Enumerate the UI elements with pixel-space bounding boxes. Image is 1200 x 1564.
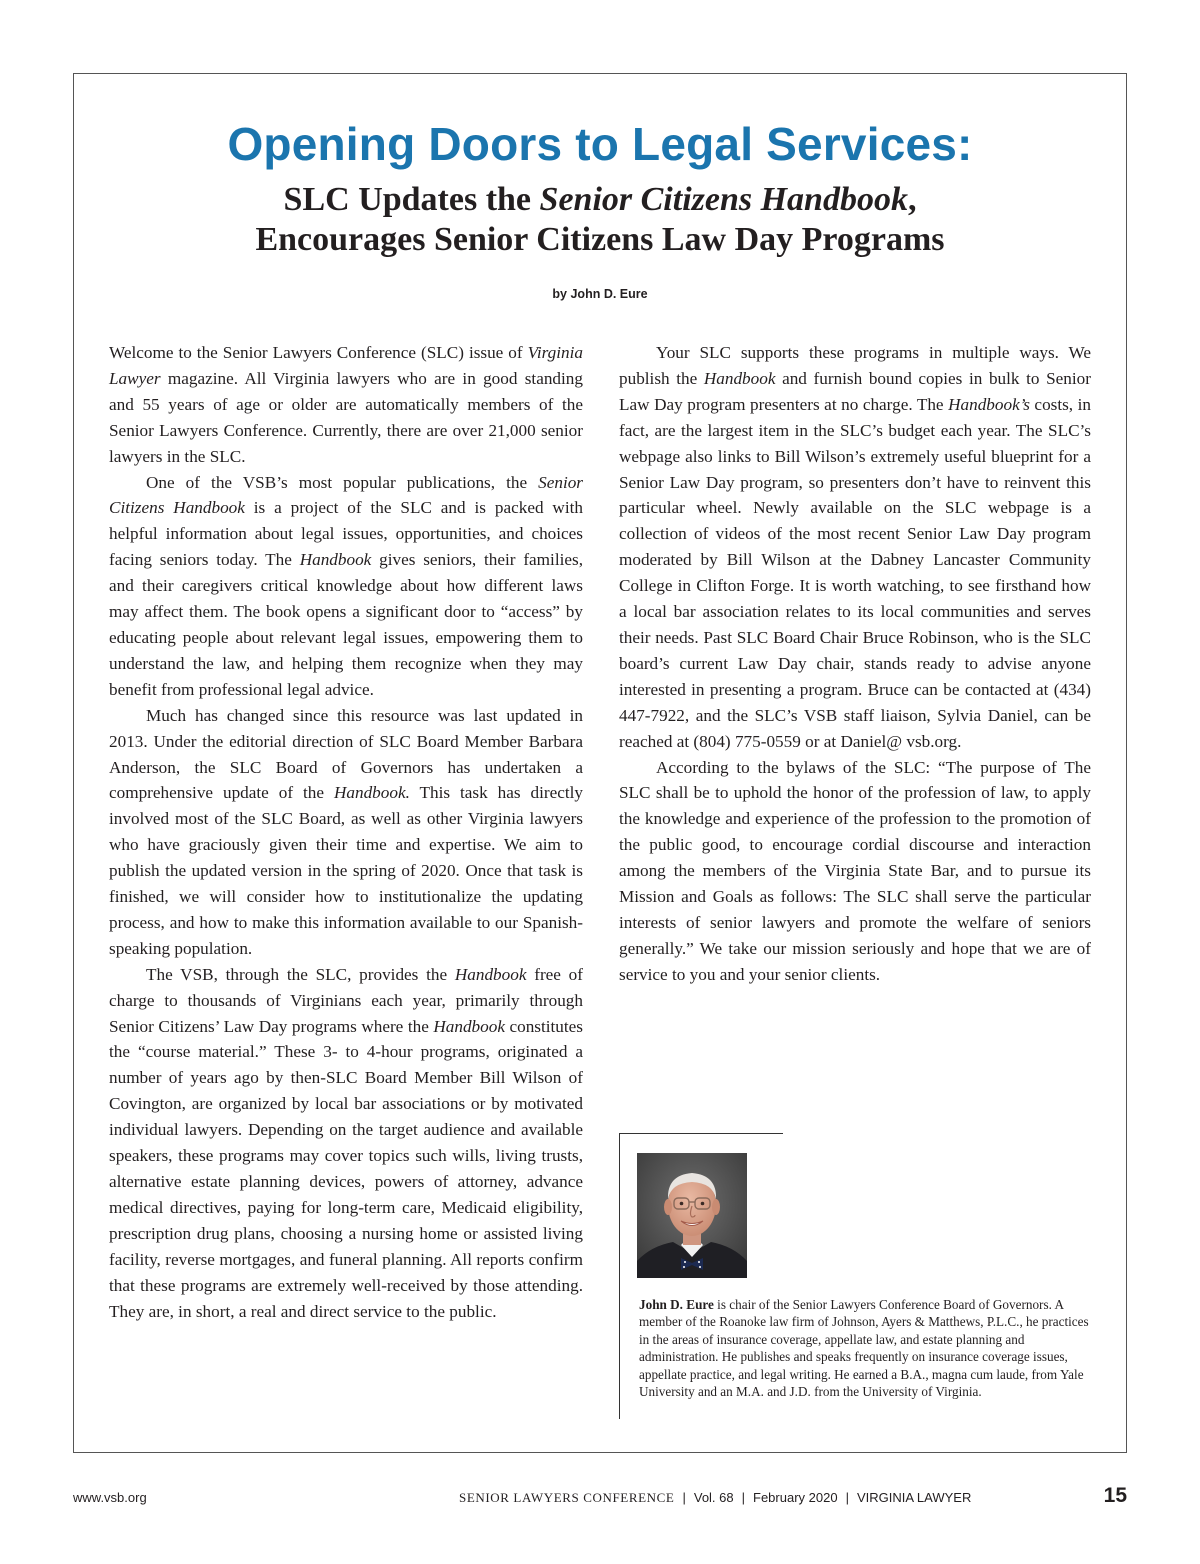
footer-website: www.vsb.org xyxy=(73,1490,147,1505)
author-photo xyxy=(637,1153,747,1278)
bio-rule-top xyxy=(619,1133,783,1134)
paragraph-1 xyxy=(109,340,583,470)
p2-italic-1: Senior Citizens Handbook xyxy=(109,472,583,518)
paragraph-3 xyxy=(109,703,583,962)
footer-sep-1: | xyxy=(682,1490,686,1505)
footer-section: SENIOR LAWYERS CONFERENCE xyxy=(459,1490,675,1505)
p3-italic: Handbook. xyxy=(333,783,410,803)
p5-italic-1: Handbook xyxy=(703,368,776,388)
p2-text-a: One of the VSB’s most popular publications, the xyxy=(146,472,539,492)
p5-text-b: and furnish bound copies in bulk to Senior Law Day program presenters at no charge. The xyxy=(619,368,1091,414)
subtitle-line2: Encourages Senior Citizens Law Day Programs xyxy=(255,221,945,258)
author-bio xyxy=(619,1133,1089,1421)
footer-volume: Vol. 68 xyxy=(693,1490,734,1505)
p4-text-c: constitutes the “course material.” These 3- to 4-hour programs, originated a number of years ago by then-SLC Board Member Bill Wilson of Covington, are organized by local bar associations or by motivated individual lawyers. Depending on the target audience and available speakers, these programs may cover topics such wills, living trusts, alternative estate planning devices, powers of attorney, advance medical directives, paying for long-term care, Medicaid eligibility, prescription drug plans, choosing a nursing home or assisted living facility, reverse mortgages, and funeral planning. All reports confirm that these programs are extremely well-received by those attending. They are, in short, a real and direct service to the public. xyxy=(109,1016,583,1321)
p2-text-b: is a project of the SLC and is packed with helpful information about legal issues, opportunities, and choices facing seniors today. The xyxy=(109,498,583,570)
p1-italic: Virginia Lawyer xyxy=(109,343,583,388)
subtitle-handbook-italic: Senior Citizens Handbook xyxy=(539,181,908,218)
p3-text-a: Much has changed since this resource was last updated in 2013. Under the editorial direction of SLC Board Member Barbara Anderson, the SLC Board of Governors has undertaken a comprehensive update of the xyxy=(109,705,583,803)
footer-sep-2: | xyxy=(741,1490,746,1505)
paragraph-6: According to the bylaws of the SLC: “The purpose of The SLC shall be to uphold the honor of the profession of law, to apply the knowledge and experience of the profession to the promotion of the public good, to encourage cordial discourse and interaction among the members of the Virginia State Bar, and to pursue its Mission and Goals as follows: The SLC shall serve the particular interests of senior lawyers and promote the welfare of seniors generally.” We take our mission seriously and hope that we are of service to you and your senior clients. xyxy=(619,757,1091,984)
p4-italic-1: Handbook xyxy=(454,964,527,984)
bio-rule-left xyxy=(619,1133,620,1419)
paragraph-2 xyxy=(109,470,583,703)
p1-text-a: Welcome to the Senior Lawyers Conference (SLC) issue of xyxy=(109,343,528,362)
article-title: Opening Doors to Legal Services: xyxy=(227,118,973,170)
p4-text-a: The VSB, through the SLC, provides the xyxy=(146,964,455,984)
byline: by John D. Eure xyxy=(552,287,648,301)
footer-date: February 2020 xyxy=(753,1490,838,1505)
footer-magazine: VIRGINIA LAWYER xyxy=(856,1490,972,1505)
p5-text-c: costs, in fact, are the largest item in the SLC’s budget each year. The SLC’s webpage also links to Bill Wilson’s extremely useful blueprint for a Senior Law Day program, so presenters don’t have to reinvent this particular wheel. Newly available on the SLC webpage is a collection of videos of the most recent Senior Law Day program moderated by Bill Wilson at the Dabney Lancaster Community College in Clifton Forge. It is worth watching, to see firsthand how a local bar association relates to its local communities and serves their needs. Past SLC Board Chair Bruce Robinson, who is the SLC board’s current Law Day chair, stands ready to advise anyone interested in presenting a program. Bruce can be contacted at (434) 447-7922, and the SLC’s VSB staff liaison, Sylvia Daniel, can be reached at (804) 775-0559 or at Daniel@ vsb.org. xyxy=(619,394,1092,751)
footer-running-head xyxy=(459,1490,971,1506)
p5-italic-2: Handbook’s xyxy=(948,394,1030,414)
bio-description: is chair of the Senior Lawyers Conference Board of Governors. A member of the Roanoke law firm of Johnson, Ayers & Matthews, P.L.C., he practices in the areas of insurance coverage, appellate law, and estate planning and administration. He publishes and speaks frequently on insurance coverage issues, appellate practice, and legal writing. He earned a B.A., magna cum laude, from Yale University and an M.A. and J.D. from the University of Virginia. xyxy=(639,1297,1089,1400)
p4-italic-2: Handbook xyxy=(433,1016,505,1036)
column-right xyxy=(619,340,1091,988)
bio-text xyxy=(639,1296,1091,1400)
p2-text-c: gives seniors, their families, and their caregivers critical knowledge about how different laws may affect them. The book opens a significant door to “access” by educating people about relevant legal issues, empowering them to understand the law, and helping them recognize when they may benefit from professional legal advice. xyxy=(109,550,583,699)
p3-text-b: This task has directly involved most of the SLC Board, as well as other Virginia lawyers who have graciously given their time and expertise. We aim to publish the updated version in the spring of 2020. Once that task is finished, we will consider how to institutionalize the updating process, and how to make this information available to our Spanish-speaking population. xyxy=(109,783,584,958)
page-number: 15 xyxy=(1103,1484,1127,1507)
p1-text-b: magazine. All Virginia lawyers who are in good standing and 55 years of age or older are automatically members of the Senior Lawyers Conference. Currently, there are over 21,000 senior lawyers in the SLC. xyxy=(109,368,583,466)
bio-name: John D. Eure xyxy=(639,1297,714,1312)
subtitle-line1-a: SLC Updates the xyxy=(283,181,540,218)
article-subtitle xyxy=(73,180,1127,260)
column-left xyxy=(109,340,583,1324)
p4-text-b: free of charge to thousands of Virginians each year, primarily through Senior Citizens’ Law Day programs where the xyxy=(109,964,583,1036)
footer-sep-3: | xyxy=(845,1490,849,1505)
subtitle-line1-b: , xyxy=(907,181,917,218)
paragraph-5 xyxy=(619,340,1091,755)
paragraph-4 xyxy=(109,962,583,1325)
p5-text-a: Your SLC supports these programs in multiple ways. We publish the xyxy=(619,343,1091,388)
p2-italic-2: Handbook xyxy=(299,550,372,570)
